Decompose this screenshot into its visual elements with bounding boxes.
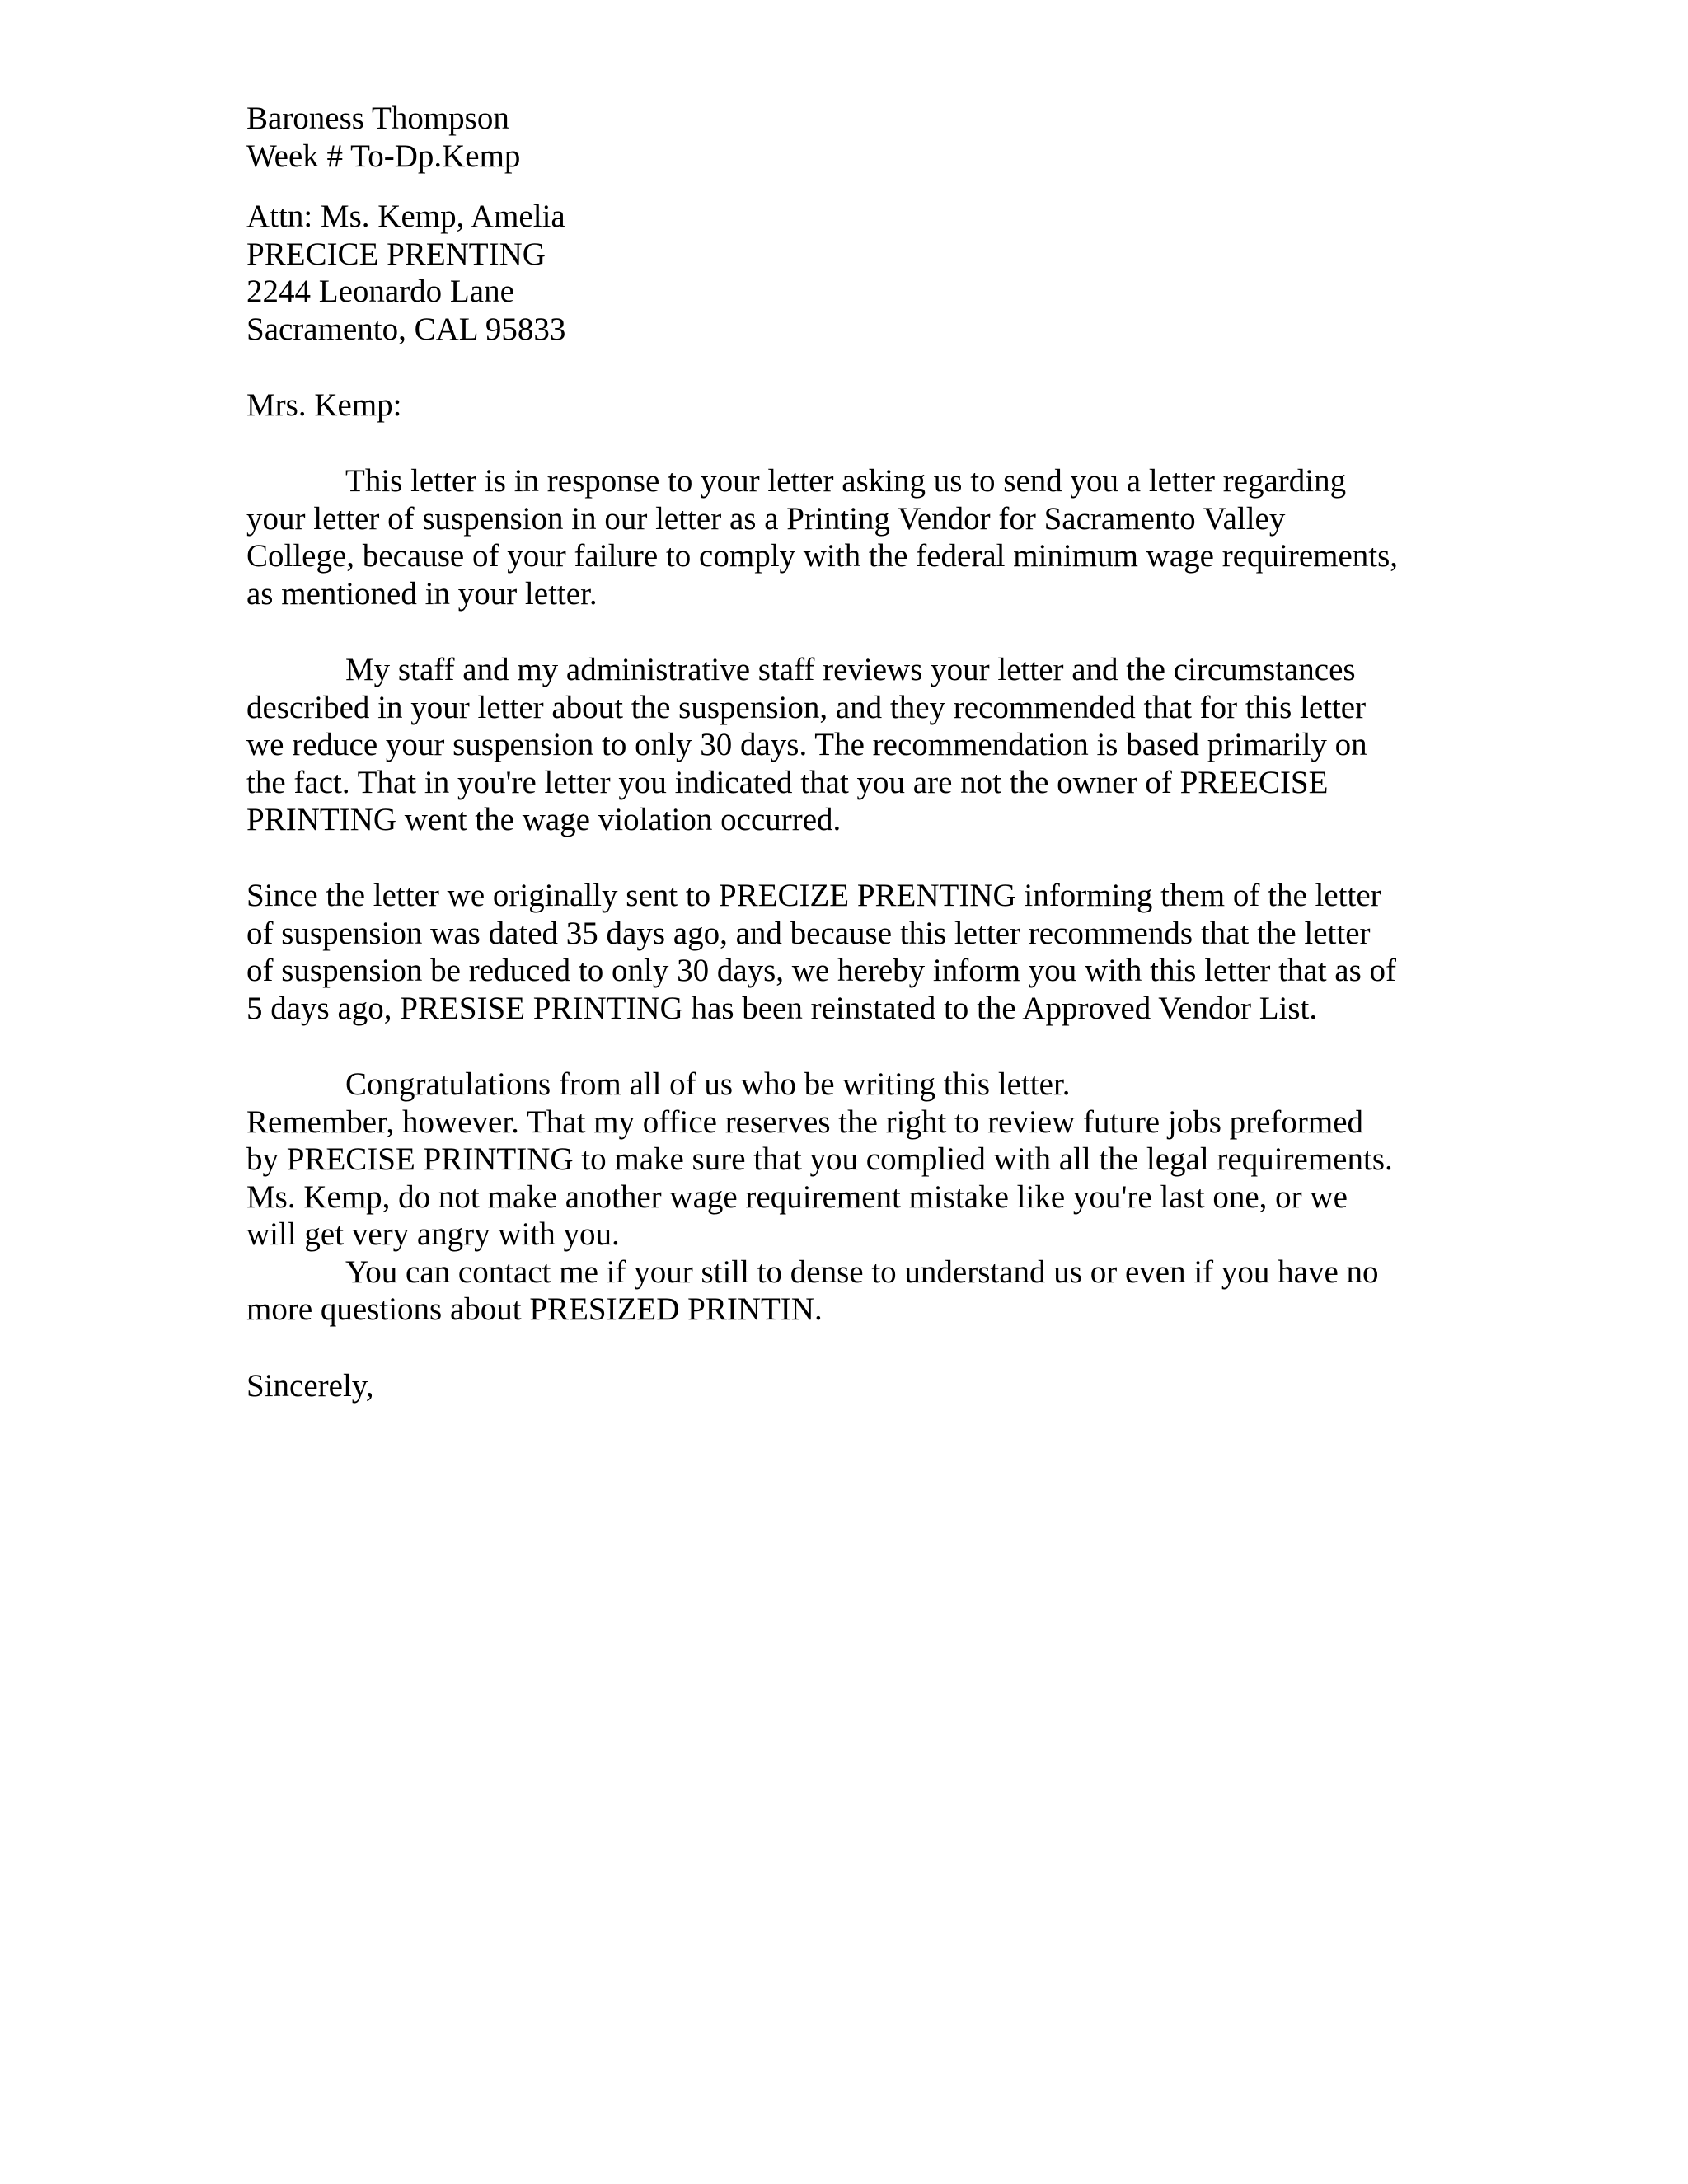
sender-block	[246, 100, 1450, 175]
recipient-attn: Attn: Ms. Kemp, Amelia	[246, 199, 565, 234]
paragraph-line: You can contact me if your still to dense to understand us or even if you have no	[345, 1254, 1379, 1290]
sender-name: Baroness Thompson	[246, 101, 509, 136]
paragraph-line: Ms. Kemp, do not make another wage requirement mistake like you're last one, or we	[246, 1179, 1348, 1215]
paragraph-line: Congratulations from all of us who be writing this letter.	[345, 1066, 1071, 1102]
paragraph-line: Since the letter we originally sent to PRECIZE PRENTING informing them of the letter	[246, 878, 1381, 913]
paragraph-line: we reduce your suspension to only 30 days. The recommendation is based primarily on	[246, 727, 1367, 762]
closing	[246, 1367, 1450, 1405]
paragraph-congratulations	[246, 1066, 1450, 1329]
paragraph-line: as mentioned in your letter.	[246, 575, 598, 612]
recipient-company: PRECICE PRENTING	[246, 236, 546, 272]
paragraph-line: This letter is in response to your letter asking us to send you a letter regarding	[345, 463, 1347, 499]
paragraph-line: of suspension be reduced to only 30 days, we hereby inform you with this letter that as of	[246, 953, 1397, 988]
paragraph-line: Remember, however. That my office reserves the right to review future jobs preformed	[246, 1104, 1364, 1140]
paragraph-line: of suspension was dated 35 days ago, and because this letter recommends that the letter	[246, 915, 1371, 951]
paragraph-response	[246, 462, 1450, 612]
recipient-address-block	[246, 198, 1450, 348]
recipient-city-state-zip: Sacramento, CAL 95833	[246, 311, 566, 347]
paragraph-line: more questions about PRESIZED PRINTIN.	[246, 1291, 823, 1327]
paragraph-review	[246, 651, 1450, 839]
paragraph-line: My staff and my administrative staff reviews your letter and the circumstances	[345, 652, 1356, 687]
paragraph-line: PRINTING went the wage violation occurred.	[246, 802, 842, 837]
paragraph-line: the fact. That in you're letter you indicated that you are not the owner of PREECISE	[246, 764, 1329, 800]
paragraph-line: your letter of suspension in our letter as a Printing Vendor for Sacramento Valley	[246, 500, 1286, 537]
paragraph-reinstatement	[246, 877, 1450, 1027]
paragraph-line: College, because of your failure to comply with the federal minimum wage requirements,	[246, 538, 1399, 574]
salutation	[246, 387, 1450, 424]
paragraph-line: 5 days ago, PRESISE PRINTING has been reinstated to the Approved Vendor List.	[246, 990, 1318, 1026]
closing-text: Sincerely,	[246, 1368, 374, 1404]
recipient-street: 2244 Leonardo Lane	[246, 274, 514, 309]
paragraph-line: will get very angry with you.	[246, 1216, 620, 1252]
salutation-text: Mrs. Kemp:	[246, 387, 402, 423]
sender-reference: Week # To-Dp.Kemp	[246, 138, 521, 174]
paragraph-line: described in your letter about the suspension, and they recommended that for this letter	[246, 689, 1367, 725]
paragraph-line: by PRECISE PRINTING to make sure that you complied with all the legal requirements.	[246, 1141, 1393, 1177]
